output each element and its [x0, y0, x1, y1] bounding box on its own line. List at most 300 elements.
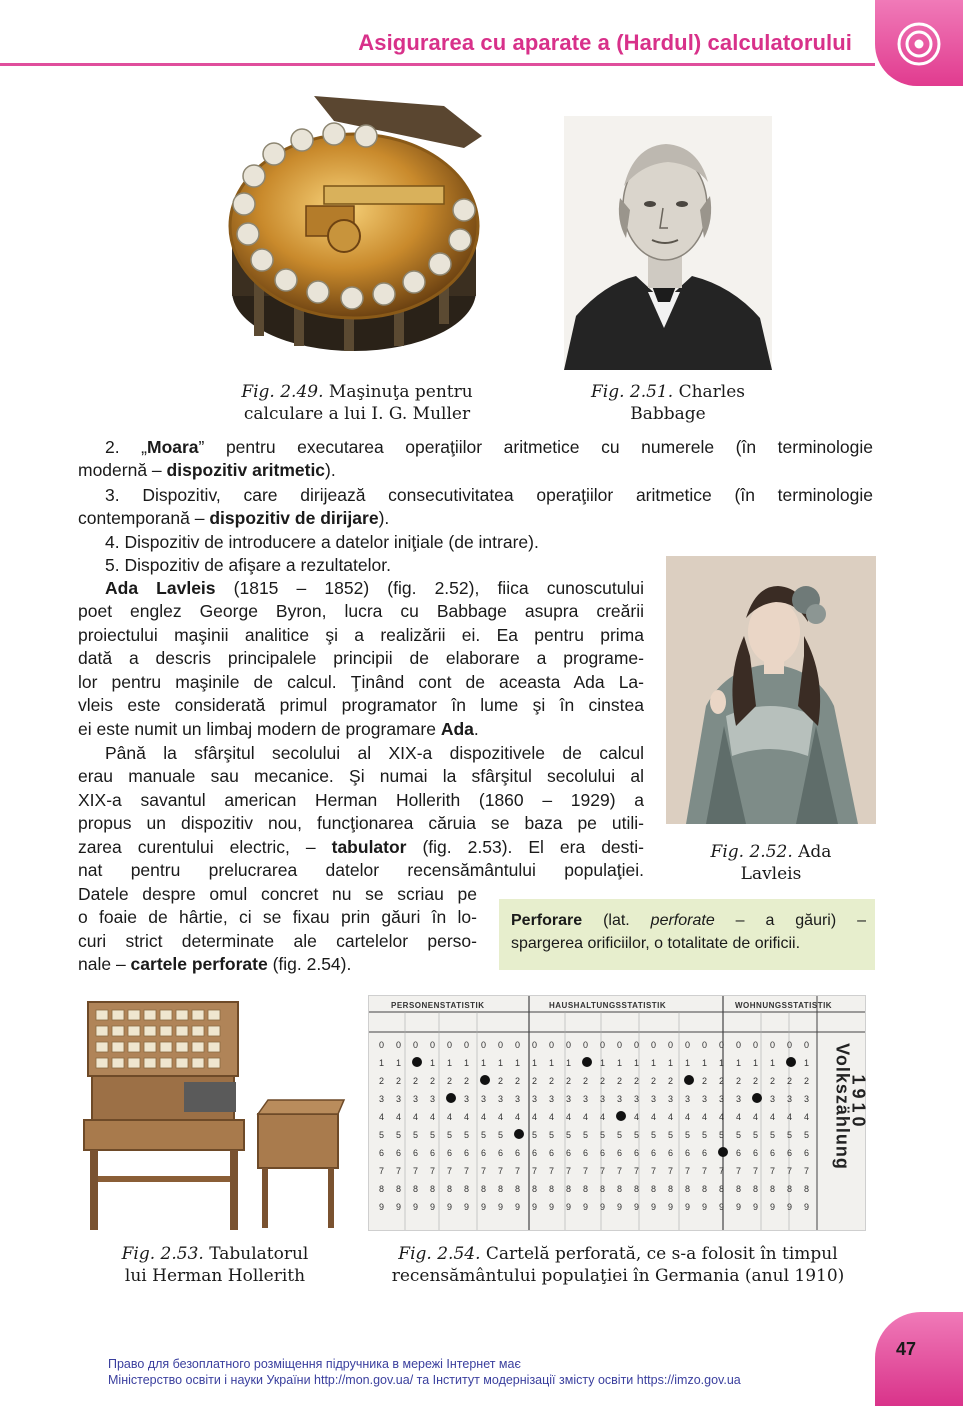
card-hole: [684, 1075, 694, 1085]
card-digit: 9: [804, 1202, 810, 1212]
card-digit: 1: [668, 1058, 674, 1068]
card-digit: 8: [617, 1184, 623, 1194]
card-digit: 9: [464, 1202, 470, 1212]
card-digit: 7: [600, 1166, 606, 1176]
card-digit: 6: [498, 1148, 504, 1158]
card-digit: 2: [464, 1076, 470, 1086]
card-digit: 0: [481, 1040, 487, 1050]
card-census-label: [817, 996, 869, 1230]
card-digit: 4: [413, 1112, 419, 1122]
chapter-title: Asigurarea cu aparate a (Hardul) calculatorului: [358, 30, 852, 55]
paragraph-item-4: 4. Dispozitiv de introducere a datelor iniţiale (de intrare).: [105, 532, 539, 552]
card-digit: 9: [719, 1202, 725, 1212]
paragraph-item-3-cont: contemporană – dispozitiv de dirijare).: [78, 508, 390, 528]
ada-paragraph-line-5: lor pentru maşinile de calcul. Ţinând cont de aceasta Ada La-: [78, 672, 644, 692]
card-digit: 3: [787, 1094, 793, 1104]
card-digit: 9: [430, 1202, 436, 1212]
card-digit: 7: [464, 1166, 470, 1176]
hollerith-paragraph-line-10: nale – cartele perforate (fig. 2.54).: [78, 954, 352, 974]
card-digit: 6: [379, 1148, 385, 1158]
card-digit: 2: [413, 1076, 419, 1086]
card-digit: 8: [464, 1184, 470, 1194]
card-digit: 1: [481, 1058, 487, 1068]
card-grid: [369, 996, 865, 1230]
card-digit: 3: [736, 1094, 742, 1104]
card-digit: 2: [702, 1076, 708, 1086]
card-digit: 9: [515, 1202, 521, 1212]
card-digit: 4: [379, 1112, 385, 1122]
hollerith-paragraph-line-6: nat pentru prelucrarea datelor recensământului populaţiei.: [78, 860, 644, 880]
card-digit: 2: [498, 1076, 504, 1086]
card-digit: 7: [668, 1166, 674, 1176]
card-digit: 0: [770, 1040, 776, 1050]
card-digit: 9: [566, 1202, 572, 1212]
card-digit: 2: [600, 1076, 606, 1086]
card-digit: 4: [396, 1112, 402, 1122]
card-digit: 4: [447, 1112, 453, 1122]
card-digit: 0: [702, 1040, 708, 1050]
card-digit: 6: [532, 1148, 538, 1158]
card-digit: 8: [634, 1184, 640, 1194]
card-digit: 0: [804, 1040, 810, 1050]
card-digit: 2: [668, 1076, 674, 1086]
card-digit: 8: [413, 1184, 419, 1194]
card-digit: 0: [447, 1040, 453, 1050]
card-digit: 4: [668, 1112, 674, 1122]
card-digit: 7: [413, 1166, 419, 1176]
card-digit: 3: [413, 1094, 419, 1104]
card-digit: 5: [702, 1130, 708, 1140]
card-digit: 2: [447, 1076, 453, 1086]
card-digit: 4: [753, 1112, 759, 1122]
hollerith-paragraph-line-1: Până la sfârşitul secolului al XIX-a dispozitivele de calcul: [105, 743, 644, 763]
card-digit: 9: [396, 1202, 402, 1212]
card-digit: 1: [447, 1058, 453, 1068]
card-digit: 2: [396, 1076, 402, 1086]
card-hole: [786, 1057, 796, 1067]
card-digit: 2: [634, 1076, 640, 1086]
card-digit: 7: [651, 1166, 657, 1176]
hollerith-paragraph-line-2: erau manuale sau mecanice. Şi numai la sfârşitul secolului al: [78, 766, 644, 786]
card-digit: 6: [770, 1148, 776, 1158]
card-digit: 4: [634, 1112, 640, 1122]
card-digit: 5: [464, 1130, 470, 1140]
card-section-person: PERSONENSTATISTIK: [391, 1001, 485, 1010]
card-digit: 2: [770, 1076, 776, 1086]
card-digit: 9: [481, 1202, 487, 1212]
card-digit: 6: [651, 1148, 657, 1158]
ada-paragraph-line-2: poet englez George Byron, lucra cu Babbage asupra creării: [78, 601, 644, 621]
card-digit: 3: [430, 1094, 436, 1104]
card-digit: 5: [753, 1130, 759, 1140]
card-digit: 6: [549, 1148, 555, 1158]
muller-machine-image: [214, 86, 496, 370]
card-digit: 2: [651, 1076, 657, 1086]
card-digit: 4: [515, 1112, 521, 1122]
card-digit: 1: [617, 1058, 623, 1068]
card-hole: [514, 1129, 524, 1139]
card-digit: 0: [430, 1040, 436, 1050]
card-digit: 9: [702, 1202, 708, 1212]
card-digit: 9: [549, 1202, 555, 1212]
card-digit: 0: [464, 1040, 470, 1050]
card-digit: 2: [515, 1076, 521, 1086]
ada-paragraph-line-6: vleis este considerată primul programator în lume şi în cinstea: [78, 695, 644, 715]
card-digit: 5: [549, 1130, 555, 1140]
card-digit: 6: [413, 1148, 419, 1158]
card-digit: 6: [804, 1148, 810, 1158]
card-digit: 7: [583, 1166, 589, 1176]
hollerith-paragraph-line-4: propus un dispozitiv nou, funcţionarea căruia se baza pe utili-: [78, 813, 644, 833]
card-digit: 9: [651, 1202, 657, 1212]
card-digit: 4: [583, 1112, 589, 1122]
figure-caption-2-53: Fig. 2.53. Tabulatorul lui Herman Hollerith: [121, 1244, 309, 1286]
card-digit: 5: [685, 1130, 691, 1140]
card-digit: 1: [651, 1058, 657, 1068]
card-digit: 1: [498, 1058, 504, 1068]
card-digit: 7: [634, 1166, 640, 1176]
card-digit: 8: [498, 1184, 504, 1194]
card-digit: 8: [566, 1184, 572, 1194]
card-digit: 3: [668, 1094, 674, 1104]
card-hole: [718, 1147, 728, 1157]
card-digit: 2: [532, 1076, 538, 1086]
paragraph-item-2-cont: modernă – dispozitiv aritmetic).: [78, 460, 336, 480]
card-digit: 6: [753, 1148, 759, 1158]
card-digit: 6: [787, 1148, 793, 1158]
card-digit: 3: [464, 1094, 470, 1104]
card-digit: 2: [617, 1076, 623, 1086]
card-digit: 6: [583, 1148, 589, 1158]
card-digit: 5: [736, 1130, 742, 1140]
footer-line-2: Міністерство освіти і науки України http://mon.gov.ua/ та Інститут модернізації змісту освіти https://imzo.gov.ua: [108, 1373, 741, 1387]
card-digit: 9: [753, 1202, 759, 1212]
card-digit: 7: [396, 1166, 402, 1176]
card-digit: 1: [379, 1058, 385, 1068]
card-digit: 1: [634, 1058, 640, 1068]
card-digit: 2: [583, 1076, 589, 1086]
card-digit: 1: [685, 1058, 691, 1068]
card-digit: 6: [736, 1148, 742, 1158]
babbage-portrait-image: [564, 116, 772, 370]
card-digit: 9: [532, 1202, 538, 1212]
card-digit: 6: [668, 1148, 674, 1158]
card-digit: 8: [430, 1184, 436, 1194]
card-digit: 5: [617, 1130, 623, 1140]
paragraph-item-3: 3. Dispozitiv, care dirijează consecutivitatea operaţiilor aritmetice (în terminologie: [105, 485, 873, 505]
card-digit: 5: [481, 1130, 487, 1140]
card-digit: 5: [770, 1130, 776, 1140]
card-digit: 1: [753, 1058, 759, 1068]
card-digit: 4: [498, 1112, 504, 1122]
card-digit: 7: [770, 1166, 776, 1176]
footer: [108, 1356, 741, 1388]
card-digit: 0: [379, 1040, 385, 1050]
card-hole: [752, 1093, 762, 1103]
card-digit: 2: [566, 1076, 572, 1086]
card-digit: 6: [430, 1148, 436, 1158]
card-digit: 1: [719, 1058, 725, 1068]
card-digit: 7: [430, 1166, 436, 1176]
card-digit: 6: [685, 1148, 691, 1158]
card-digit: 6: [464, 1148, 470, 1158]
card-digit: 7: [617, 1166, 623, 1176]
card-digit: 3: [566, 1094, 572, 1104]
card-digit: 6: [481, 1148, 487, 1158]
card-digit: 8: [702, 1184, 708, 1194]
card-digit: 9: [498, 1202, 504, 1212]
card-digit: 4: [804, 1112, 810, 1122]
card-digit: 6: [566, 1148, 572, 1158]
card-digit: 0: [515, 1040, 521, 1050]
card-digit: 4: [736, 1112, 742, 1122]
card-digit: 0: [651, 1040, 657, 1050]
ada-paragraph-line-3: proiectului maşinii analitice şi a realizării ei. Ea pentru prima: [78, 625, 644, 645]
card-digit: 8: [804, 1184, 810, 1194]
card-digit: 6: [634, 1148, 640, 1158]
card-digit: 5: [634, 1130, 640, 1140]
card-digit: 2: [753, 1076, 759, 1086]
card-digit: 8: [583, 1184, 589, 1194]
card-digit: 8: [668, 1184, 674, 1194]
card-digit: 1: [549, 1058, 555, 1068]
card-digit: 0: [583, 1040, 589, 1050]
card-digit: 5: [566, 1130, 572, 1140]
card-digit: 7: [498, 1166, 504, 1176]
card-digit: 8: [447, 1184, 453, 1194]
card-census-title: Volkszählung: [832, 1043, 853, 1170]
card-digit: 1: [804, 1058, 810, 1068]
card-digit: 7: [787, 1166, 793, 1176]
card-digit: 7: [566, 1166, 572, 1176]
card-digit: 8: [685, 1184, 691, 1194]
card-digit: 3: [515, 1094, 521, 1104]
figure-caption-2-52: Fig. 2.52. Ada Lavleis: [710, 842, 832, 884]
card-digit: 7: [481, 1166, 487, 1176]
card-digit: 8: [396, 1184, 402, 1194]
card-digit: 8: [651, 1184, 657, 1194]
header-tab: [875, 0, 963, 86]
card-digit: 2: [787, 1076, 793, 1086]
card-digit: 0: [753, 1040, 759, 1050]
card-digit: 9: [787, 1202, 793, 1212]
card-digit: 3: [651, 1094, 657, 1104]
card-digit: 4: [549, 1112, 555, 1122]
page-number-tab: [875, 1312, 963, 1406]
header-rule: [0, 63, 875, 66]
card-digit: 7: [379, 1166, 385, 1176]
card-digit: 9: [617, 1202, 623, 1212]
card-section-household: HAUSHALTUNGSSTATISTIK: [549, 1001, 667, 1010]
hollerith-paragraph-line-7: Datele despre omul concret nu se scriau pe: [78, 884, 477, 904]
ada-paragraph-line-7: ei este numit un limbaj modern de programare Ada.: [78, 719, 479, 739]
card-digit: 5: [532, 1130, 538, 1140]
card-digit: 0: [736, 1040, 742, 1050]
card-digit: 5: [583, 1130, 589, 1140]
paragraph-item-2: 2. „Moara” pentru executarea operaţiilor aritmetice cu numerele (în terminologie: [105, 437, 873, 457]
hollerith-tabulator-image: [80, 996, 348, 1234]
card-digit: 8: [600, 1184, 606, 1194]
hollerith-paragraph-line-3: XIX-a savantul american Herman Hollerith (1860 – 1929) a: [78, 790, 644, 810]
footer-line-1: Право для безоплатного розміщення підручника в мережі Інтернет має: [108, 1357, 521, 1371]
card-digit: 1: [770, 1058, 776, 1068]
card-digit: 4: [430, 1112, 436, 1122]
card-digit: 3: [396, 1094, 402, 1104]
hollerith-paragraph-line-9: curi strict determinate ale cartelelor perso-: [78, 931, 477, 951]
card-digit: 1: [600, 1058, 606, 1068]
hollerith-paragraph-line-8: o foaie de hârtie, ci se fixau prin găuri în lo-: [78, 907, 477, 927]
card-digit: 0: [549, 1040, 555, 1050]
card-digit: 5: [498, 1130, 504, 1140]
card-digit: 5: [600, 1130, 606, 1140]
card-digit: 5: [719, 1130, 725, 1140]
card-digit: 9: [600, 1202, 606, 1212]
card-digit: 3: [600, 1094, 606, 1104]
card-digit: 3: [702, 1094, 708, 1104]
card-digit: 8: [515, 1184, 521, 1194]
card-digit: 1: [702, 1058, 708, 1068]
card-digit: 5: [804, 1130, 810, 1140]
definition-box: [499, 899, 875, 970]
card-digit: 9: [770, 1202, 776, 1212]
figure-caption-2-49: Fig. 2.49. Maşinuţa pentru calculare a lui I. G. Muller: [241, 382, 473, 424]
card-digit: 8: [770, 1184, 776, 1194]
card-digit: 4: [702, 1112, 708, 1122]
card-digit: 4: [685, 1112, 691, 1122]
card-hole: [412, 1057, 422, 1067]
card-digit: 6: [617, 1148, 623, 1158]
card-digit: 0: [532, 1040, 538, 1050]
ada-paragraph-line-1: Ada Lavleis (1815 – 1852) (fig. 2.52), fiica cunoscutului: [105, 578, 644, 598]
card-hole: [446, 1093, 456, 1103]
card-digit: 4: [464, 1112, 470, 1122]
card-digit: 3: [583, 1094, 589, 1104]
card-digit: 7: [736, 1166, 742, 1176]
card-digit: 3: [481, 1094, 487, 1104]
card-digit: 3: [379, 1094, 385, 1104]
card-digit: 7: [702, 1166, 708, 1176]
card-digit: 7: [532, 1166, 538, 1176]
card-digit: 3: [634, 1094, 640, 1104]
card-digit: 3: [549, 1094, 555, 1104]
definition-line-2: spargerea orificiilor, o totalitate de orificii.: [511, 935, 801, 952]
card-digit: 0: [787, 1040, 793, 1050]
card-digit: 7: [549, 1166, 555, 1176]
card-digit: 5: [787, 1130, 793, 1140]
card-digit: 1: [396, 1058, 402, 1068]
card-digit: 3: [617, 1094, 623, 1104]
figure-caption-2-51: Fig. 2.51. Charles Babbage: [590, 382, 746, 424]
card-hole: [480, 1075, 490, 1085]
card-digit: 9: [583, 1202, 589, 1212]
card-digit: 6: [515, 1148, 521, 1158]
card-digit: 3: [498, 1094, 504, 1104]
card-digit: 5: [379, 1130, 385, 1140]
card-hole: [616, 1111, 626, 1121]
card-digit: 5: [651, 1130, 657, 1140]
paragraph-item-5: 5. Dispozitiv de afişare a rezultatelor.: [105, 555, 391, 575]
card-digit: 1: [430, 1058, 436, 1068]
card-digit: 0: [634, 1040, 640, 1050]
punched-card-image: [368, 995, 869, 1231]
card-digit: 7: [753, 1166, 759, 1176]
card-digit: 1: [566, 1058, 572, 1068]
card-digit: 8: [736, 1184, 742, 1194]
card-digit: 5: [413, 1130, 419, 1140]
card-digit: 5: [430, 1130, 436, 1140]
card-digit: 0: [413, 1040, 419, 1050]
card-digit: 0: [566, 1040, 572, 1050]
card-section-housing: WOHNUNGSSTATISTIK: [735, 1001, 833, 1010]
card-digit: 9: [668, 1202, 674, 1212]
card-digit: 0: [668, 1040, 674, 1050]
card-digit: 9: [685, 1202, 691, 1212]
card-digit: 8: [787, 1184, 793, 1194]
ada-lovelace-portrait-image: [666, 556, 876, 824]
card-digit: 3: [804, 1094, 810, 1104]
card-digit: 0: [498, 1040, 504, 1050]
card-hole: [582, 1057, 592, 1067]
card-digit: 8: [719, 1184, 725, 1194]
card-digit: 9: [379, 1202, 385, 1212]
card-digit: 2: [430, 1076, 436, 1086]
card-digit: 3: [685, 1094, 691, 1104]
card-digit: 1: [736, 1058, 742, 1068]
card-digit: 0: [685, 1040, 691, 1050]
card-digit: 9: [413, 1202, 419, 1212]
card-digit: 7: [685, 1166, 691, 1176]
card-digit: 0: [719, 1040, 725, 1050]
card-digit: 6: [600, 1148, 606, 1158]
page-number: 47: [895, 1339, 917, 1359]
card-digit: 7: [447, 1166, 453, 1176]
card-census-year: 1910: [848, 1074, 869, 1131]
card-digit: 4: [566, 1112, 572, 1122]
card-digit: 5: [447, 1130, 453, 1140]
card-digit: 1: [532, 1058, 538, 1068]
card-digit: 4: [770, 1112, 776, 1122]
card-digit: 6: [396, 1148, 402, 1158]
hollerith-paragraph-line-5: zarea curentului electric, – tabulator (fig. 2.53). El era desti-: [78, 837, 644, 857]
card-digit: 3: [770, 1094, 776, 1104]
card-digit: 2: [379, 1076, 385, 1086]
card-digit: 3: [719, 1094, 725, 1104]
card-digit: 2: [719, 1076, 725, 1086]
card-digit: 0: [617, 1040, 623, 1050]
card-digit: 9: [736, 1202, 742, 1212]
card-digit: 9: [447, 1202, 453, 1212]
card-digit: 4: [481, 1112, 487, 1122]
card-digit: 8: [532, 1184, 538, 1194]
card-digit: 9: [634, 1202, 640, 1212]
card-digit: 2: [804, 1076, 810, 1086]
card-digit: 1: [515, 1058, 521, 1068]
card-digit: 4: [719, 1112, 725, 1122]
card-digit: 8: [753, 1184, 759, 1194]
figure-caption-2-54: Fig. 2.54. Cartelă perforată, ce s-a folosit în timpul recensământului populaţiei în Germania (anul 1910): [391, 1244, 845, 1286]
card-digit: 2: [736, 1076, 742, 1086]
card-digit: 4: [600, 1112, 606, 1122]
card-digit: 4: [787, 1112, 793, 1122]
card-digit: 8: [549, 1184, 555, 1194]
card-digit: 4: [651, 1112, 657, 1122]
card-digit: 0: [600, 1040, 606, 1050]
card-digit: 6: [447, 1148, 453, 1158]
ada-paragraph-line-4: dată a descris principalele principii de elaborare a programe-: [78, 648, 644, 668]
card-digit: 7: [804, 1166, 810, 1176]
definition-line-1: Perforare (lat. perforate – a găuri) –: [511, 912, 866, 929]
card-digit: 3: [532, 1094, 538, 1104]
